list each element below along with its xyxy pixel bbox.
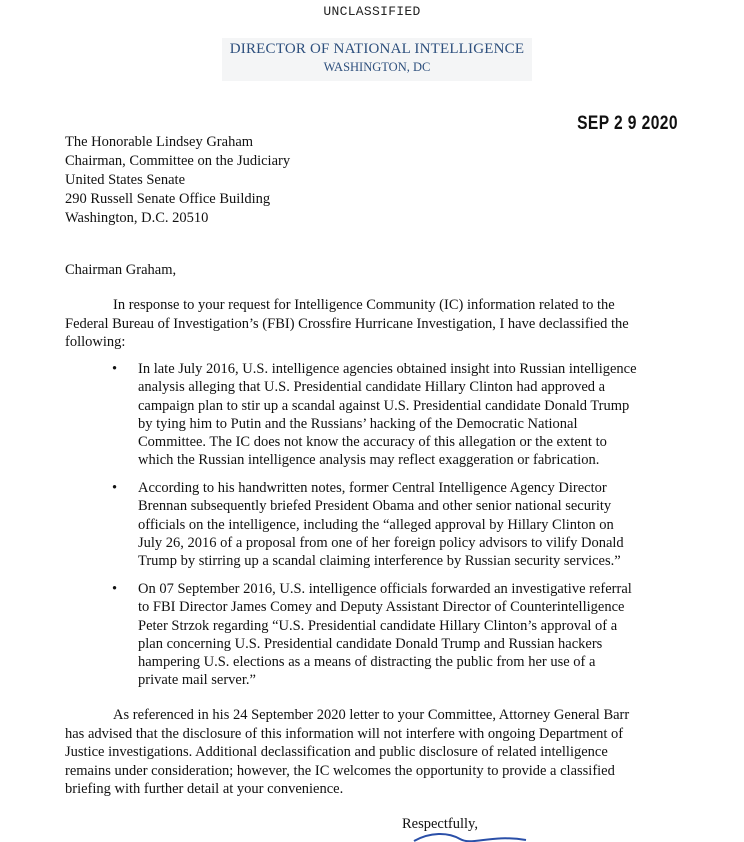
bullet-text: [138, 479, 624, 570]
paragraph-line: remains under consideration; however, the IC welcomes the opportunity to provide a classified: [65, 762, 615, 779]
bullet-line: officials on the intelligence, including the “alleged approval by Hillary Clinton on: [138, 516, 614, 533]
bullet-line: Peter Strzok regarding “U.S. Presidential candidate Hillary Clinton’s approval of a: [138, 617, 618, 634]
letterhead-office: DIRECTOR OF NATIONAL INTELLIGENCE: [229, 41, 525, 57]
bullet-line: analysis alleging that U.S. Presidential candidate Hillary Clinton had approved a: [138, 379, 606, 396]
letterhead: [222, 38, 532, 81]
bullet-line: According to his handwritten notes, former Central Intelligence Agency Director: [138, 480, 607, 496]
bullet-text: [138, 360, 637, 470]
paragraph-line: Federal Bureau of Investigation’s (FBI) Crossfire Hurricane Investigation, I have declassified the: [65, 315, 629, 332]
bullet-line: campaign plan to stir up a scandal against U.S. Presidential candidate Donald Trump: [138, 397, 630, 414]
recipient-address: [65, 133, 290, 228]
bullet-line: On 07 September 2016, U.S. intelligence officials forwarded an investigative referral: [138, 581, 632, 597]
bullet-icon: •: [112, 480, 118, 496]
bullet-line: In late July 2016, U.S. intelligence agencies obtained insight into Russian intelligence: [138, 361, 637, 377]
salutation: Chairman Graham,: [65, 262, 177, 278]
recipient-line: Washington, D.C. 20510: [65, 210, 209, 226]
bullet-line: July 26, 2016 of a proposal from one of her foreign policy advisors to vilify Donald: [138, 534, 624, 551]
bullet-line: Brennan subsequently briefed President Obama and other senior national security: [138, 498, 612, 515]
bullet-line: by tying him to Putin and the Russians’ hacking of the Democratic National: [138, 415, 578, 432]
recipient-line: The Honorable Lindsey Graham: [65, 134, 254, 150]
paragraph-line: In response to your request for Intelligence Community (IC) information related to the: [113, 297, 615, 313]
bullet-text: [138, 580, 632, 690]
bullet-line: plan concerning U.S. Presidential candidate Donald Trump and Russian hackers: [138, 635, 603, 652]
paragraph-line: As referenced in his 24 September 2020 letter to your Committee, Attorney General Barr: [113, 707, 630, 723]
date-stamp: SEP 2 9 2020: [577, 113, 678, 134]
paragraph-line: has advised that the disclosure of this information will not interfere with ongoing Department of: [65, 725, 624, 742]
intro-paragraph: [65, 296, 690, 352]
bullet-line: Committee. The IC does not know the accuracy of this allegation or the extent to: [138, 434, 607, 451]
recipient-line: Chairman, Committee on the Judiciary: [65, 153, 291, 169]
closing-paragraph: [65, 706, 690, 799]
paragraph-line: briefing with further detail at your convenience.: [65, 781, 344, 797]
bullet-icon: •: [112, 361, 118, 377]
signature-icon: [410, 830, 530, 842]
bullet-line: private mail server.”: [138, 672, 256, 689]
paragraph-line: Justice investigations. Additional declassification and public disclosure of related intelligence: [65, 744, 608, 760]
recipient-line: United States Senate: [65, 172, 186, 188]
classification-marking: UNCLASSIFIED: [323, 4, 421, 19]
sign-off: Respectfully,: [402, 816, 478, 832]
bullet-line: which the Russian intelligence analysis may reflect exaggeration or fabrication.: [138, 452, 600, 469]
letterhead-city: WASHINGTON, DC: [323, 60, 431, 74]
paragraph-line: following:: [65, 334, 126, 350]
bullet-line: hampering U.S. elections as a means of distracting the public from her use of a: [138, 654, 596, 671]
bullet-line: Trump by stirring up a scandal claiming interference by Russian security services.”: [138, 553, 621, 570]
recipient-line: 290 Russell Senate Office Building: [65, 191, 271, 207]
bullet-line: to FBI Director James Comey and Deputy Assistant Director of Counterintelligence: [138, 599, 625, 616]
bullet-icon: •: [112, 581, 118, 597]
